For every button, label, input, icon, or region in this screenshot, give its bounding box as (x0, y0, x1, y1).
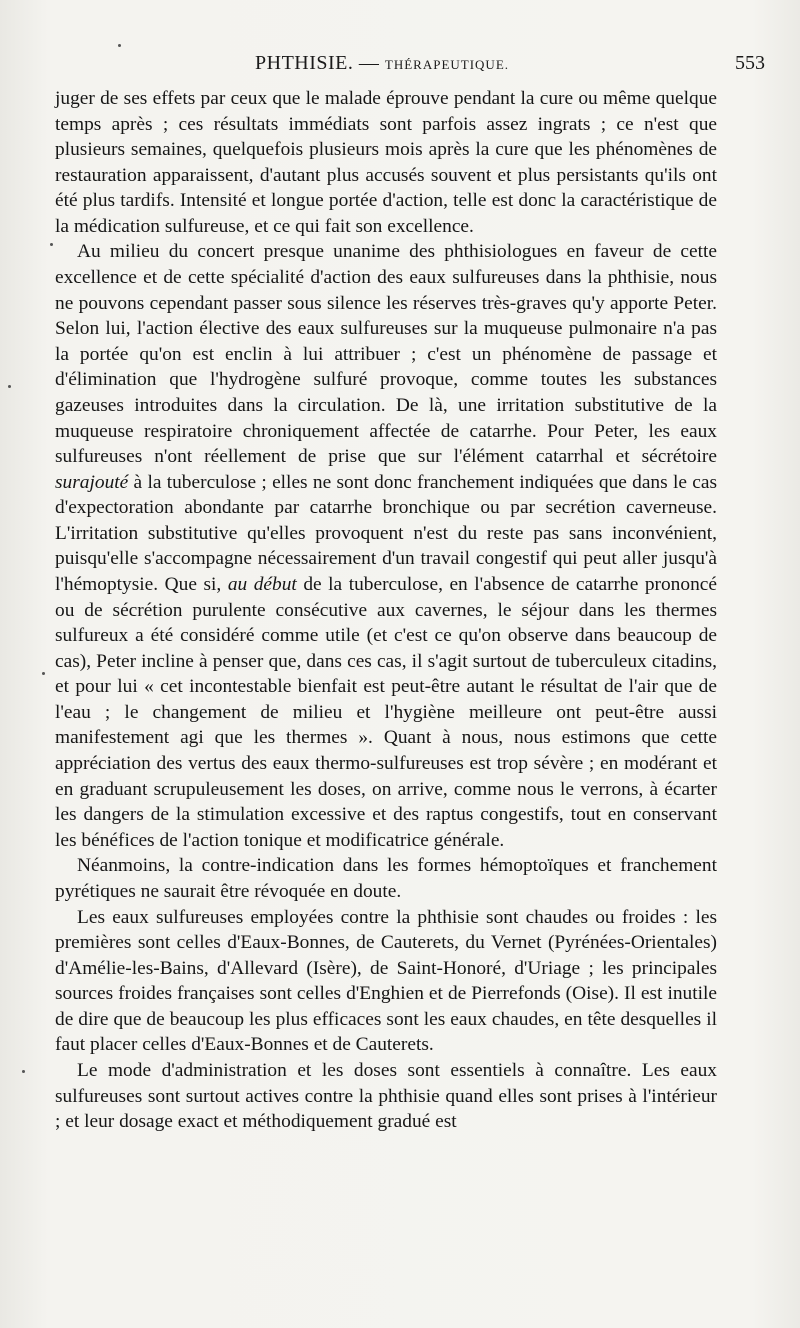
running-title (255, 52, 509, 75)
print-speck (118, 44, 121, 47)
body-text (55, 86, 717, 1135)
running-title-main: PHTHISIE. (255, 52, 354, 74)
paragraph-text: Néanmoins, la contre-indication dans les formes hémoptoïques et franchement pyrétiques ne saurait être révoquée en doute. (55, 855, 717, 902)
paragraph-text: Le mode d'administration et les doses sont essentiels à connaître. Les eaux sulfureuses sont surtout actives contre la phthisie quand elles sont prises à l'intérieur ; et leur dosage exact et méthodiquement gradué est (55, 1059, 717, 1133)
italic-text: au début (227, 573, 297, 595)
running-title-dash: — (358, 52, 380, 74)
paragraph-text: à la tuberculose ; elles ne sont donc franchement indiquées que dans le cas d'expectoration abondante par catarrhe bronchique ou par secrétion caverneuse. L'irritation substitutive qu'elles provoquent n'est du reste pas sans inconvénient, puisqu'elle s'accompagne nécessairement d'un travail congestif qui peut aller jusqu'à l'hémoptysie. Que si, (55, 471, 717, 595)
page-number: 553 (735, 52, 765, 74)
paragraph-text: Au milieu du concert presque unanime des phthisiologues en faveur de cette excellence et de cette spécialité d'action des eaux sulfureuses dans la phthisie, nous ne pouvons cependant passer sous silence les réserves très-graves qu'y apporte Peter. Selon lui, l'action élective des eaux sulfureuses sur la muqueuse pulmonaire n'a pas la portée qu'on est enclin à lui attribuer ; c'est un phénomène de passage et d'élimination que l'hydrogène sulfuré provoque, comme toutes les substances gazeuses introduites dans la circulation. De là, une irritation substitutive de la muqueuse respiratoire chroniquement affectée de catarrhe. Pour Peter, les eaux sulfureuses n'ont réellement de prise que sur l'élément catarrhal et sécrétoire (55, 241, 717, 468)
paragraph-text: de la tuberculose, en l'absence de catarrhe prononcé ou de sécrétion purulente consécutive aux cavernes, le séjour dans les thermes sulfureux a été considéré comme utile (et c'est ce qu'on observe dans beaucoup de cas), Peter incline à penser que, dans ces cas, il s'agit surtout de tuberculeux citadins, et pour lui « cet incontestable bienfait est peut-être autant le résultat de l'air que de l'eau ; le changement de milieu et l'hygiène meilleure ont peut-être aussi manifestement agi que les thermes ». Quant à nous, nous estimons que cette appréciation des vertus des eaux thermo-sulfureuses est trop sévère ; en modérant et en graduant scrupuleusement les doses, on arrive, comme nous le verrons, à écarter les dangers de la stimulation excessive et des raptus congestifs, tout en conservant les bénéfices de l'action tonique et modificatrice générale. (55, 573, 717, 851)
paragraph (55, 1058, 717, 1135)
print-speck (50, 243, 53, 246)
italic-text: surajouté (55, 471, 129, 493)
running-header (55, 52, 765, 78)
print-speck (22, 1070, 25, 1073)
paragraph (55, 239, 717, 853)
print-speck (42, 672, 45, 675)
paragraph-text: juger de ses effets par ceux que le malade éprouve pendant la cure ou même quelque temps après ; ces résultats immédiats sont parfois assez ingrats ; ce n'est que plusieurs semaines, quelquefois plusieurs mois après la cure que les phénomènes de restauration apparaissent, d'autant plus accusés souvent et plus persistants qu'ils ont été plus tardifs. Intensité et longue portée d'action, telle est donc la caractéristique de la médication sulfureuse, et ce qui fait son excellence. (55, 88, 717, 237)
paragraph (55, 86, 717, 239)
print-speck (8, 385, 11, 388)
running-title-subtitle: THÉRAPEUTIQUE. (384, 57, 510, 72)
paragraph-text: Les eaux sulfureuses employées contre la phthisie sont chaudes ou froides : les premières sont celles d'Eaux-Bonnes, de Cauterets, du Vernet (Pyrénées-Orientales) d'Amélie-les-Bains, d'Allevard (Isère), de Saint-Honoré, d'Uriage ; les principales sources froides françaises sont celles d'Enghien et de Pierrefonds (Oise). Il est inutile de dire que de beaucoup les plus efficaces sont les eaux chaudes, en tête desquelles il faut placer celles d'Eaux-Bonnes et de Cauterets. (55, 906, 717, 1056)
paragraph (55, 853, 717, 904)
paragraph (55, 905, 717, 1058)
